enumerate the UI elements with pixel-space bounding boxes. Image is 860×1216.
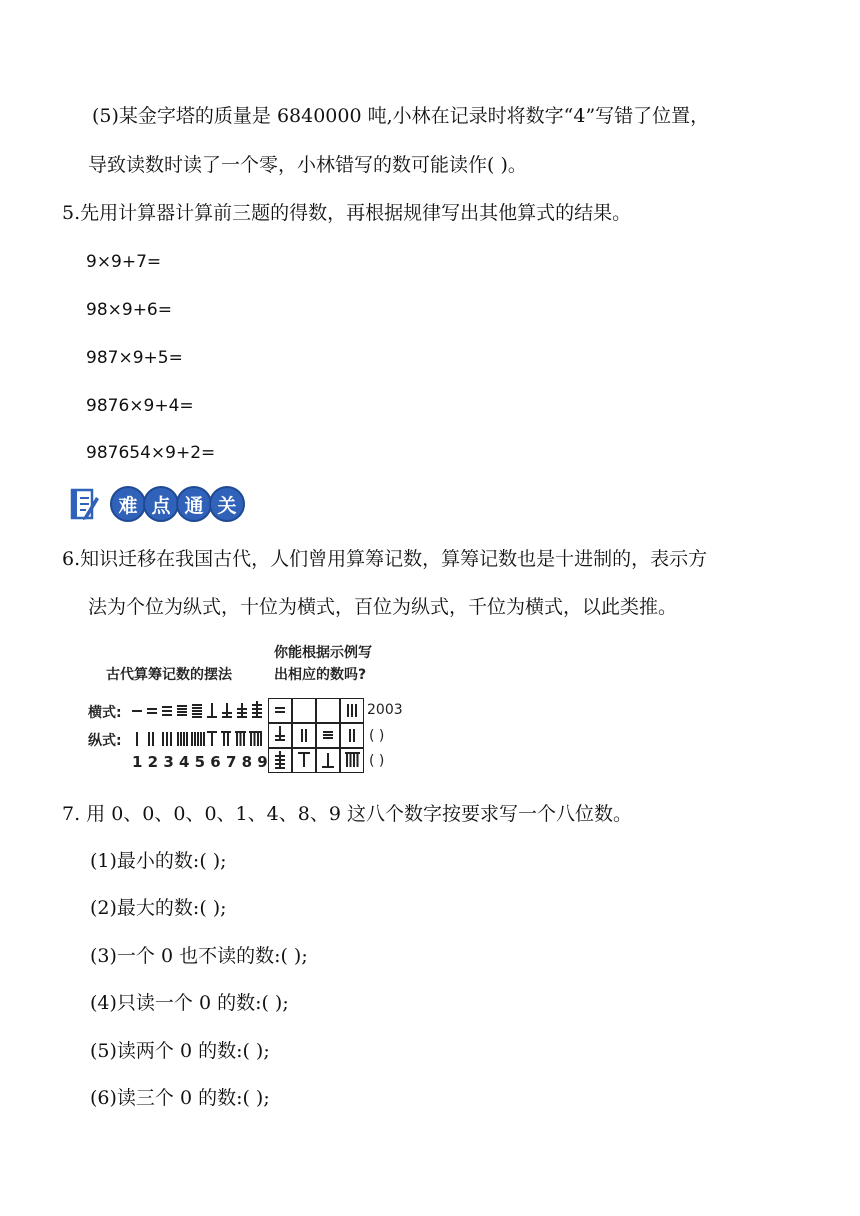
- q5-expr-3: 987×9+5=: [86, 348, 183, 368]
- q7-item-3: (3)一个 0 也不读的数:( );: [90, 945, 308, 967]
- badge-char-1: 难: [110, 486, 146, 522]
- q7-title: 7. 用 0、0、0、0、1、4、8、9 这八个数字按要求写一个八位数。: [62, 803, 632, 825]
- grid-rods-icon: [268, 698, 364, 773]
- heng-rods-icon: [130, 700, 266, 722]
- badge-char-4: 关: [209, 486, 245, 522]
- q5-expr-4: 9876×9+4=: [86, 396, 194, 416]
- q5-title: 5.先用计算器计算前三题的得数，再根据规律写出其他算式的结果。: [62, 202, 632, 224]
- q5-expr-2: 98×9+6=: [86, 300, 172, 320]
- q7-item-1: (1)最小的数:( );: [90, 850, 227, 872]
- section-badge: [70, 486, 242, 522]
- counting-rods-figure: [88, 636, 428, 776]
- answer-blank-2: ( ): [369, 753, 385, 769]
- q4-5-line1: (5)某金字塔的质量是 6840000 吨,小林在记录时将数字“4”写错了位置，: [92, 105, 710, 127]
- example-number: 2003: [367, 702, 403, 718]
- q7-item-2: (2)最大的数:( );: [90, 897, 227, 919]
- figure-prompt-2: 出相应的数吗?: [274, 667, 367, 683]
- figure-prompt-1: 你能根据示例写: [274, 645, 372, 661]
- q4-5-line2: 导致读数时读了一个零，小林错写的数可能读作( )。: [88, 154, 527, 176]
- q7-item-5: (5)读两个 0 的数:( );: [90, 1040, 270, 1062]
- zong-rods-icon: [130, 728, 266, 750]
- zong-label: 纵式:: [88, 733, 122, 749]
- q6-line1: 6.知识迁移在我国古代，人们曾用算筹记数，算筹记数也是十进制的，表示方: [62, 548, 708, 570]
- digit-row: 1 2 3 4 5 6 7 8 9: [132, 753, 268, 771]
- q5-expr-1: 9×9+7=: [86, 252, 162, 272]
- q5-expr-5: 987654×9+2=: [86, 443, 216, 463]
- notebook-pen-icon: [70, 487, 100, 521]
- q7-item-6: (6)读三个 0 的数:( );: [90, 1087, 270, 1109]
- answer-blank-1: ( ): [369, 728, 385, 744]
- badge-char-3: 通: [176, 486, 212, 522]
- heng-label: 横式:: [88, 705, 122, 721]
- figure-title: 古代算筹记数的摆法: [106, 667, 232, 683]
- q6-line2: 法为个位为纵式，十位为横式，百位为纵式，千位为横式，以此类推。: [88, 596, 678, 618]
- q7-item-4: (4)只读一个 0 的数:( );: [90, 992, 289, 1014]
- badge-char-2: 点: [143, 486, 179, 522]
